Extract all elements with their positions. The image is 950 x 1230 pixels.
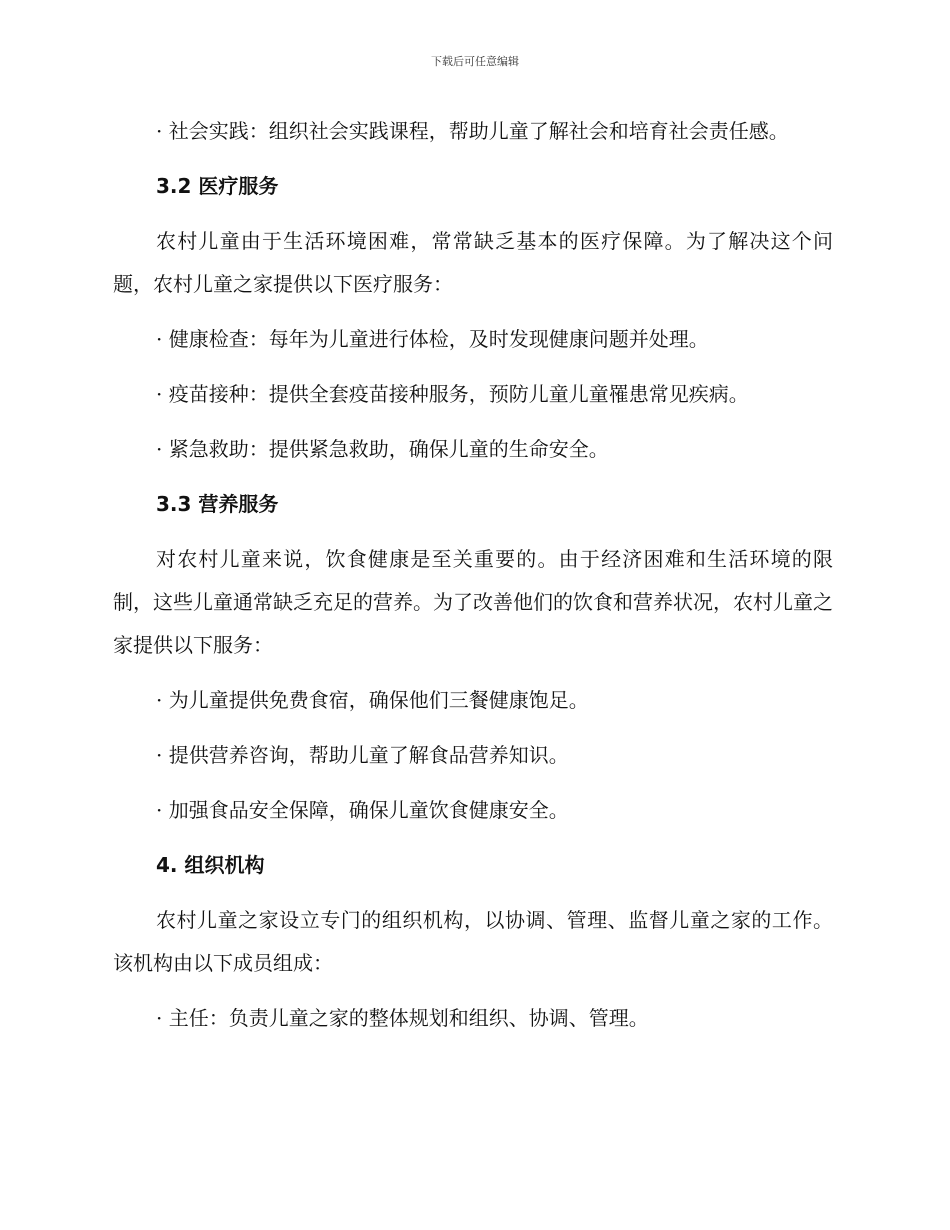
- paragraph-nutrition-intro: 对农村儿童来说，饮食健康是至关重要的。由于经济困难和生活环境的限制，这些儿童通常缺乏充足的营养。为了改善他们的饮食和营养状况，农村儿童之家提供以下服务：: [113, 547, 833, 657]
- page-header: 下载后可任意编辑: [431, 55, 519, 68]
- section-heading-organization: 4. 组织机构: [156, 853, 265, 877]
- bullet-free-meals: · 为儿童提供免费食宿，确保他们三餐健康饱足。: [156, 688, 589, 712]
- section-heading-nutrition: 3.3 营养服务: [156, 492, 279, 516]
- bullet-food-safety: · 加强食品安全保障，确保儿童饮食健康安全。: [156, 798, 569, 822]
- section-heading-medical: 3.2 医疗服务: [156, 174, 279, 198]
- bullet-director: · 主任：负责儿童之家的整体规划和组织、协调、管理。: [156, 1006, 649, 1030]
- bullet-vaccination: · 疫苗接种：提供全套疫苗接种服务，预防儿童儿童罹患常见疾病。: [156, 382, 749, 406]
- bullet-health-check: · 健康检查：每年为儿童进行体检，及时发现健康问题并处理。: [156, 327, 709, 351]
- paragraph-medical-intro: 农村儿童由于生活环境困难，常常缺乏基本的医疗保障。为了解决这个问题，农村儿童之家提供以下医疗服务：: [113, 229, 833, 296]
- bullet-nutrition-consulting: · 提供营养咨询，帮助儿童了解食品营养知识。: [156, 743, 569, 767]
- paragraph-organization-intro: 农村儿童之家设立专门的组织机构，以协调、管理、监督儿童之家的工作。该机构由以下成员组成：: [113, 908, 833, 975]
- bullet-emergency-aid: · 紧急救助：提供紧急救助，确保儿童的生命安全。: [156, 437, 609, 461]
- document-body: [113, 110, 833, 1040]
- bullet-social-practice: · 社会实践：组织社会实践课程，帮助儿童了解社会和培育社会责任感。: [156, 119, 789, 143]
